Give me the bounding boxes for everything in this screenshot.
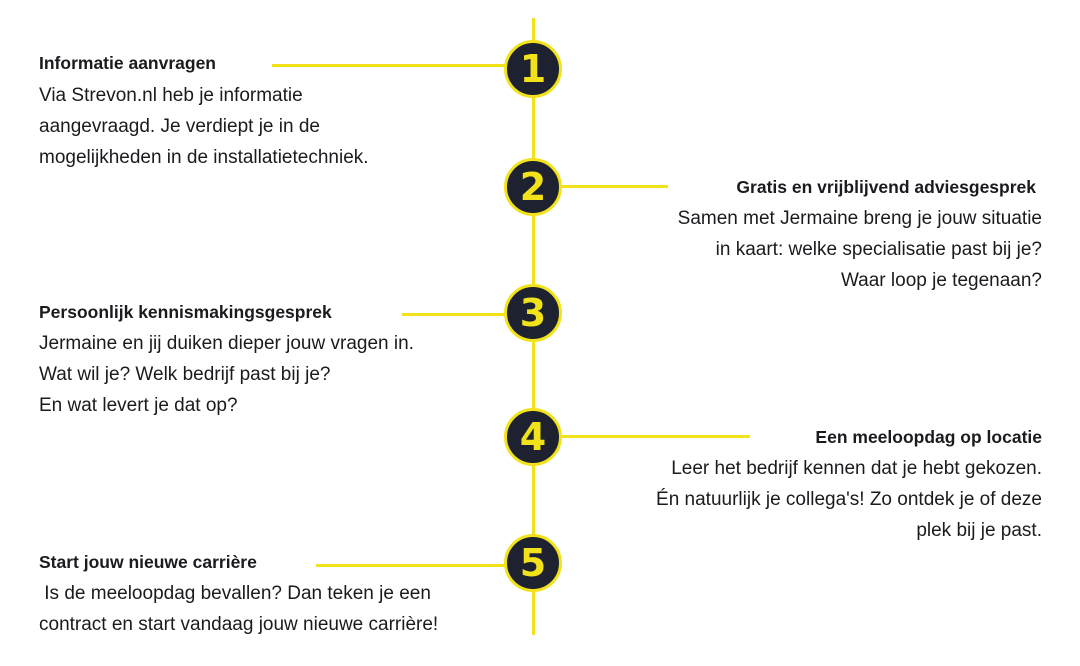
connector-step-4 [560,435,750,438]
step-description-5: Is de meeloopdag bevallen? Dan teken je een contract en start vandaag jouw nieuwe carrière! [39,583,439,635]
step-number-badge-3: 3 [504,284,562,342]
step-title-4: Een meeloopdag op locatie [815,427,1042,447]
step-number-badge-5: 5 [504,534,562,592]
connector-step-5 [316,564,506,567]
step-title-5: Start jouw nieuwe carrière [39,552,257,572]
step-title-3: Persoonlijk kennismakingsgesprek [39,302,332,322]
step-number-badge-2: 2 [504,158,562,216]
step-description-1: Via Strevon.nl heb je informatie aangevraagd. Je verdiept je in de mogelijkheden in de installatietechniek. [39,85,369,168]
connector-step-1 [272,64,506,67]
connector-step-2 [560,185,668,188]
step-description-4: Leer het bedrijf kennen dat je hebt gekozen. Én natuurlijk je collega's! Zo ontdek je of deze plek bij je past. [656,458,1042,541]
step-description-3: Jermaine en jij duiken dieper jouw vragen in. Wat wil je? Welk bedrijf past bij je? En wat levert je dat op? [39,333,414,416]
step-title-2: Gratis en vrijblijvend adviesgesprek [736,177,1036,197]
step-title-1: Informatie aanvragen [39,53,216,73]
step-number-badge-1: 1 [504,40,562,98]
step-number-badge-4: 4 [504,408,562,466]
step-description-2: Samen met Jermaine breng je jouw situatie in kaart: welke specialisatie past bij je? Waar loop je tegenaan? [677,208,1042,291]
connector-step-3 [402,313,506,316]
